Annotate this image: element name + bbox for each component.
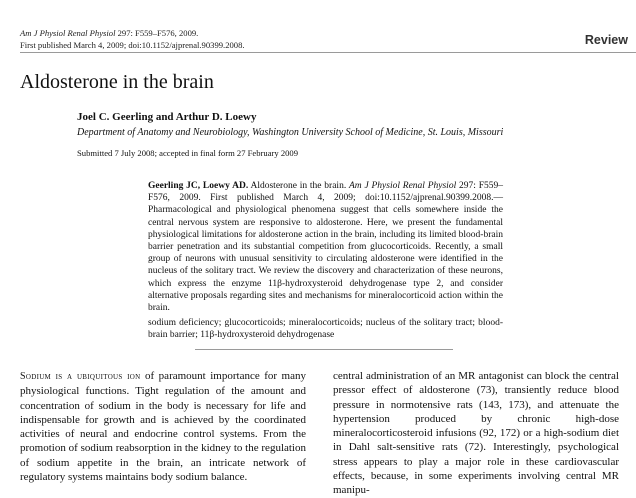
- journal-name: Am J Physiol Renal Physiol: [20, 28, 116, 38]
- abstract-cite-authors: Geerling JC, Loewy AD.: [148, 181, 249, 191]
- body-left-text: of paramount importance for many physiological functions. Tight regulation of the amount and concentration of sodium in the body is necessary for life and indispensable for growth and is achieved by the coordinated activities of neural and endocrine control systems. From the promotion of sodium reabsorption in the kidney to the regulation of sodium appetite in the brain, an intricate network of regulatory systems maintains body sodium balance.: [20, 370, 306, 484]
- abstract: [148, 180, 503, 314]
- abstract-cite-rest: 297: F559–F576, 2009. First published March 4, 2009; doi:10.1152/ajprenal.90399.2008.—: [148, 181, 503, 204]
- abstract-cite-title: Aldosterone in the brain.: [248, 181, 349, 191]
- article-authors: Joel C. Geerling and Arthur D. Loewy: [77, 111, 257, 123]
- submission-dates: Submitted 7 July 2008; accepted in final form 27 February 2009: [77, 148, 299, 158]
- body-column-right: central administration of an MR antagonist can block the central pressor effect of aldosterone (73), transiently reduce blood pressure in normotensive rats (143, 173), and attenuate the hypertension produced by chronic high-dose mineralocorticosteroid infusions (92, 172) or a high-sodium diet in Dahl salt-sensitive rats (72). Interestingly, psychological stress appears to play a major role in these cardiovascular effects, because, in some experiments involving central MR manipu-: [333, 370, 619, 497]
- abstract-body: Pharmacological and physiological phenomena suggest that cells somewhere inside the central nervous system are responsive to aldosterone. Here, we present the fundamental physiological limitations for aldosterone action in the brain, including its limited blood-brain barrier penetration and its substantial competition from glucocorticoids. Recently, a small group of neurons with unusual sensitivity to circulating aldosterone were identified in the nucleus of the solitary tract. We review the discovery and characterization of these neurons, which express the enzyme 11β-hydroxysteroid dehydrogenase type 2, and consider alternative proposals regarding sites and mechanisms for mineralocorticoid action within the brain.: [148, 205, 503, 314]
- section-label: Review: [584, 33, 628, 47]
- journal-header: [20, 27, 245, 51]
- journal-volume-pages: 297: F559–F576, 2009.: [115, 28, 199, 38]
- abstract-divider: [195, 349, 453, 350]
- journal-citation: [20, 27, 245, 39]
- body-lead-in: Sodium is a ubiquitous ion: [20, 371, 141, 382]
- first-published-line: First published March 4, 2009; doi:10.1152/ajprenal.90399.2008.: [20, 40, 245, 50]
- abstract-cite-journal: Am J Physiol Renal Physiol: [349, 181, 457, 191]
- article-title: Aldosterone in the brain: [20, 71, 214, 93]
- body-column-left: [20, 369, 306, 484]
- author-affiliation: Department of Anatomy and Neurobiology, Washington University School of Medicine, St. Louis, Missouri: [77, 127, 504, 138]
- keywords: sodium deficiency; glucocorticoids; mineralocorticoids; nucleus of the solitary tract; blood-brain barrier; 11β-hydroxysteroid dehydrogenase: [148, 318, 503, 341]
- header-divider: [20, 52, 636, 53]
